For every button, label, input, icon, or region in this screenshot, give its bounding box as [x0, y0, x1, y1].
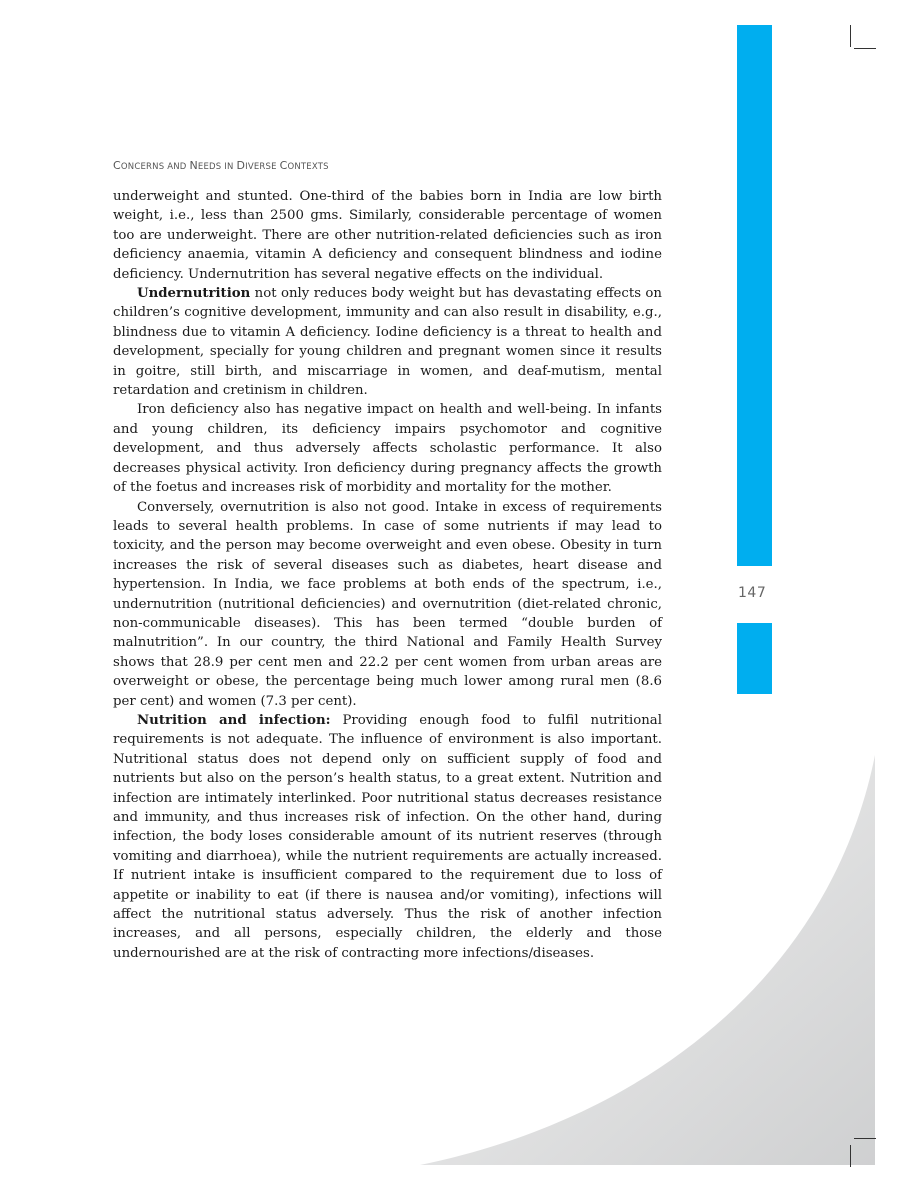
- crop-mark: [854, 48, 876, 49]
- paragraph-iron-deficiency: Iron deficiency also has negative impact on health and well-being. In infants and young children, its deficiency impairs psychomotor and cognitive development, and thus adversely affects scholastic performance. It also decreases physical activity. Iron deficiency during pregnancy affects the growth of the foetus and increases risk of morbidity and mortality for the mother.: [113, 402, 662, 496]
- paragraph-nutrition-infection: Nutrition and infection: Providing enough food to fulfil nutritional requirements is not adequate. The influence of environment is also important. Nutritional status does not depend only on sufficient supply of food and nutrients but also on the person’s health status, to a great extent. Nutrition and infection are intimately interlinked. Poor nutritional status decreases resistance and immunity, and thus increases risk of infection. On the other hand, during infection, the body loses considerable amount of its nutrient reserves (through vomiting and diarrhoea), while the nutrient requirements are actually increased. If nutrient intake is insufficient compared to the requirement due to loss of appetite or inability to eat (if there is nausea and/or vomiting), infections will affect the nutritional status adversely. Thus the risk of another infection increases, and all persons, especially children, the elderly and those undernourished are at the risk of contracting more infections/diseases.: [113, 712, 662, 961]
- crop-mark: [854, 1138, 876, 1139]
- running-head: [113, 159, 329, 172]
- paragraph-undernutrition-effects: Undernutrition not only reduces body weight but has devastating effects on children’s cognitive development, immunity and can also result in disability, e.g., blindness due to vitamin A deficiency. Iodine deficiency is a threat to health and development, specially for young children and pregnant women since it results in goitre, still birth, and miscarriage in women, and deaf-mutism, mental retardation and cretinism in children.: [113, 286, 662, 399]
- running-head-word: CONCERNS AND: [113, 159, 190, 172]
- side-accent-bar-top: [737, 25, 772, 566]
- paragraph-lead-term: Nutrition and infection:: [137, 712, 331, 728]
- body-text: [113, 187, 662, 963]
- running-head-word: DIVERSE: [236, 159, 280, 172]
- side-accent-bar-bottom: [737, 623, 772, 694]
- crop-mark: [850, 25, 851, 47]
- paragraph-overnutrition: Conversely, overnutrition is also not good. Intake in excess of requirements leads to several health problems. In case of some nutrients if may lead to toxicity, and the person may become overweight and even obese. Obesity in turn increases the risk of several diseases such as diabetes, heart disease and hypertension. In India, we face problems at both ends of the spectrum, i.e., undernutrition (nutritional deficiencies) and overnutrition (diet-related chronic, non-communicable diseases). This has been termed “double burden of malnutrition”. In our country, the third National and Family Health Survey shows that 28.9 per cent men and 22.2 per cent women from urban areas are overweight or obese, the percentage being much lower among rural men (8.6 per cent) and women (7.3 per cent).: [113, 499, 662, 709]
- page-number: 147: [738, 585, 767, 601]
- paragraph-undernutrition-intro: underweight and stunted. One-third of the babies born in India are low birth weight, i.e., less than 2500 gms. Similarly, considerable percentage of women too are underweight. There are other nutrition-related deficiencies such as iron deficiency anaemia, vitamin A deficiency and consequent blindness and iodine deficiency. Undernutrition has several negative effects on the individual.: [113, 189, 662, 282]
- paragraph-lead-term: Undernutrition: [137, 286, 251, 302]
- crop-mark: [850, 1145, 851, 1167]
- running-head-word: NEEDS IN: [189, 159, 237, 172]
- running-head-word: CONTEXTS: [279, 159, 329, 172]
